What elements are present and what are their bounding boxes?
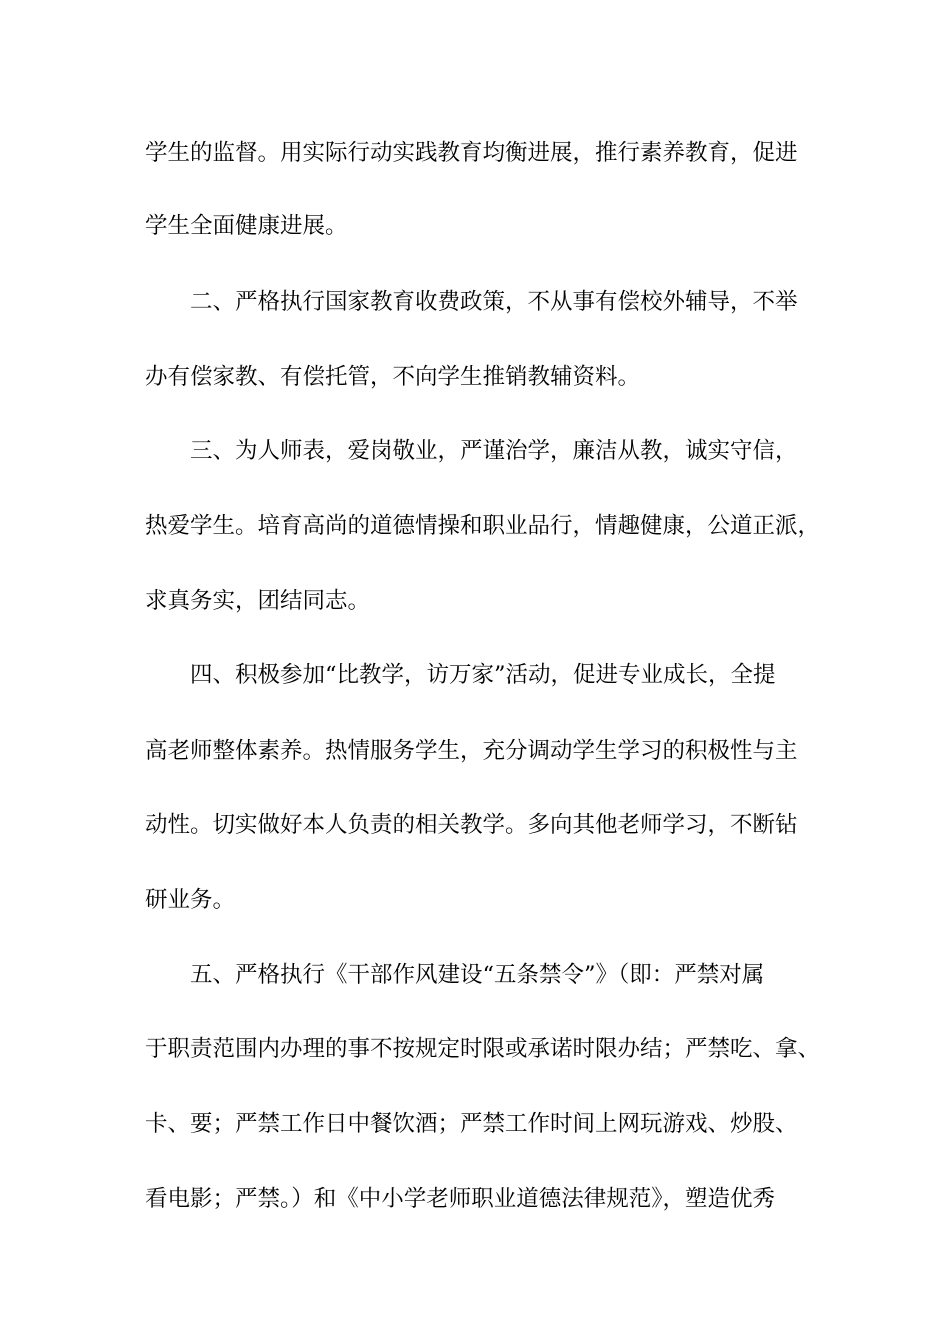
paragraph-5-heading-line: 五、严格执行《干部作风建设“五条禁令”》（即：严禁对属 [190,962,765,988]
paragraph-3-heading-line: 三、为人师表，爱岗敬业，严谨治学，廉洁从教，诚实守信， [190,438,798,464]
paragraph-2-heading-line: 二、严格执行国家教育收费政策，不从事有偿校外辅导，不举 [190,289,798,315]
text-line: 于职责范围内办理的事不按规定时限或承诺时限办结；严禁吃、拿、 [145,1036,821,1062]
text-line: 研业务。 [145,887,236,913]
text-line: 看电影；严禁。）和《中小学老师职业道德法律规范》，塑造优秀 [145,1186,776,1212]
text-line: 办有偿家教、有偿托管，不向学生推销教辅资料。 [145,364,641,390]
paragraph-4-heading-line: 四、积极参加“比教学，访万家”活动，促进专业成长，全提 [190,662,776,688]
text-line: 卡、要；严禁工作日中餐饮酒；严禁工作时间上网玩游戏、炒股、 [145,1111,798,1137]
text-line: 学生的监督。用实际行动实践教育均衡进展，推行素养教育，促进 [145,140,798,166]
text-line: 求真务实，团结同志。 [145,588,371,614]
text-line: 学生全面健康进展。 [145,213,348,239]
text-line: 热爱学生。培育高尚的道德情操和职业品行，情趣健康，公道正派， [145,513,821,539]
text-line: 动性。切实做好本人负责的相关教学。多向其他老师学习，不断钻 [145,812,798,838]
text-line: 高老师整体素养。热情服务学生，充分调动学生学习的积极性与主 [145,738,798,764]
